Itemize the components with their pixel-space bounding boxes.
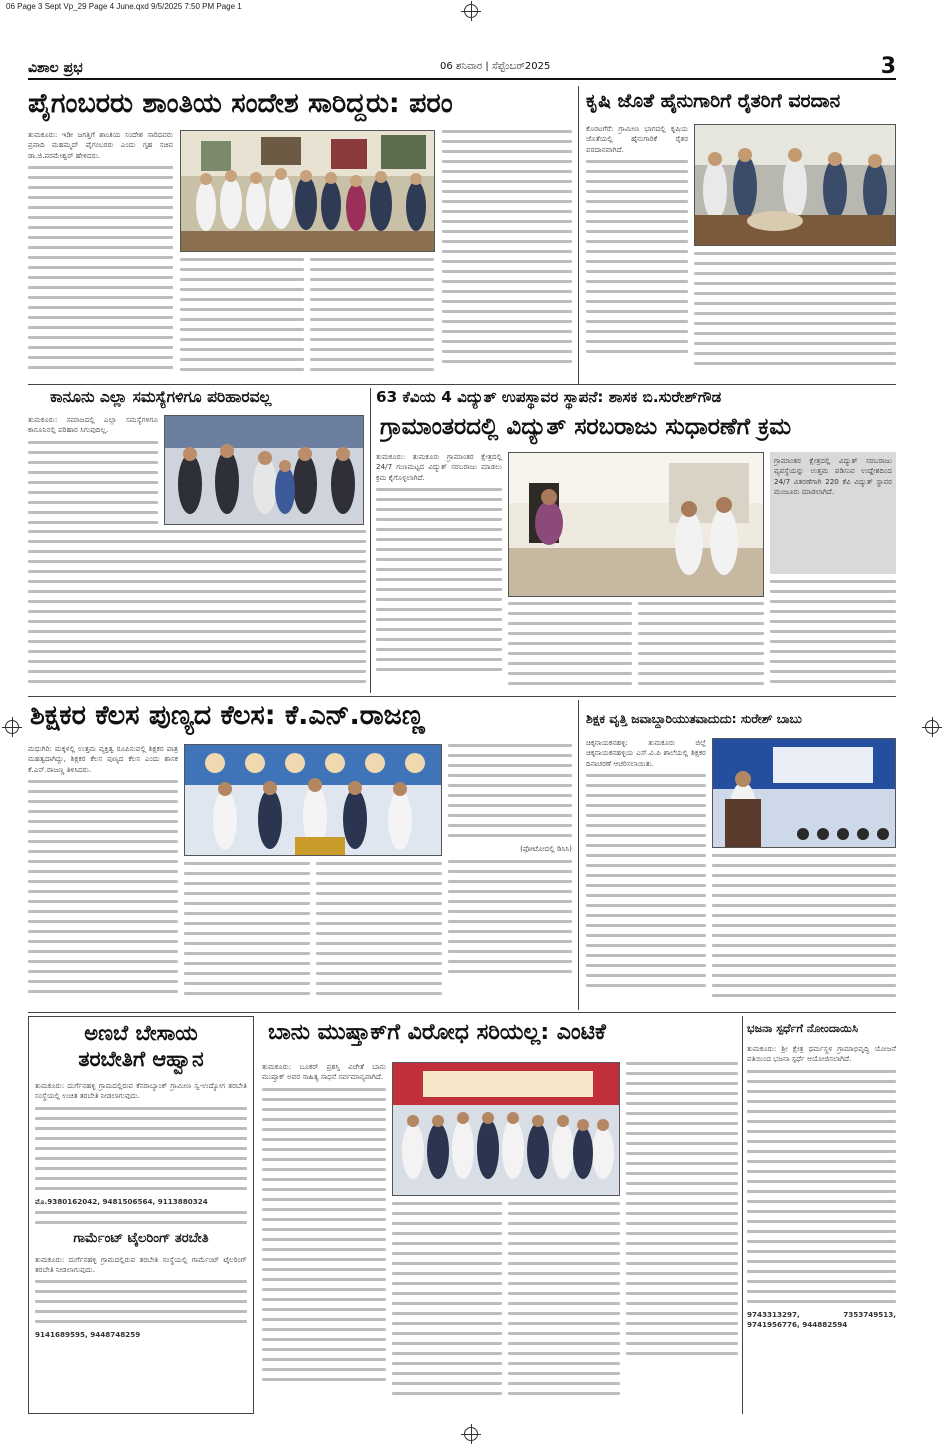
box-bhajana <box>742 1016 896 1414</box>
article-banu-col1 <box>262 1062 386 1412</box>
article-teacher-col1 <box>28 744 178 1006</box>
headline-bhajana: ಭಜನಾ ಸ್ಪರ್ಧೆಗೆ ನೋಂದಾಯಿಸಿ <box>747 1022 859 1035</box>
contact-phones-2: 9141689595, 9448748259 <box>35 1330 141 1340</box>
headline-training-2: ತರಬೇತಿಗೆ ಆಹ್ವಾನ <box>78 1047 204 1071</box>
headline-banu: ಬಾನು ಮುಷ್ತಾಕ್‌ಗೆ ವಿರೋಧ ಸರಿಯಲ್ಲ: ಎಂಟಿಕೆ <box>268 1020 606 1045</box>
registration-mark-icon <box>464 4 478 18</box>
article-power-col2 <box>508 602 632 692</box>
row-divider <box>28 384 896 385</box>
row-divider <box>28 1012 896 1013</box>
headline-training-1: ಅಣಬೆ ಬೇಸಾಯ <box>84 1021 198 1045</box>
column-rule <box>578 86 579 384</box>
article-banu-col2 <box>392 1202 502 1412</box>
article-lead: ತುಮಕೂರು: ಇಡೀ ಜಗತ್ತಿಗೆ ಶಾಂತಿಯ ಸಂದೇಶ ಸಾರಿದವರು ಪ್ರವಾದಿ ಮಹಮ್ಮದ್ ಪೈಗಂಬರರು ಎಂದು ಗೃಹ ಸಚಿವ ಡಾ.ಜಿ.ಪರಮೇಶ್ವರ್ ಹೇಳಿದರು. <box>28 130 173 160</box>
headline-suresh: ಶಿಕ್ಷಕ ವೃತ್ತಿ ಜವಾಬ್ದಾರಿಯುತವಾದುದು: ಸುರೇಶ್ ಬಾಬು <box>586 712 802 726</box>
photo-banu-event <box>392 1062 620 1196</box>
headline-kanoonu: ಕಾನೂನು ಎಲ್ಲಾ ಸಮಸ್ಯೆಗಳಿಗೂ ಪರಿಹಾರವಲ್ಲ <box>50 388 272 406</box>
column-rule <box>370 388 371 693</box>
photo-prophet-event <box>180 130 435 252</box>
article-suresh-col1 <box>586 738 706 1006</box>
article-kanoonu-body <box>28 530 366 690</box>
print-slug: 06 Page 3 Sept Vp_29 Page 4 June.qxd 9/5/2025 7:50 PM Page 1 <box>6 2 242 11</box>
photo-teacher-event <box>184 744 442 856</box>
article-lead: ಕೊರಟಗೆರೆ: ಗ್ರಾಮೀಣ ಭಾಗದಲ್ಲಿ ಕೃಷಿಯ ಜೊತೆಯಲ್ಲಿ ಹೈನುಗಾರಿಕೆ ರೈತರ ವರದಾನವಾಗಿದೆ. <box>586 124 688 154</box>
article-prophet-col3 <box>310 258 434 380</box>
headline-krishi: ಕೃಷಿ ಜೊತೆ ಹೈನುಗಾರಿಗೆ ರೈತರಿಗೆ ವರದಾನ <box>586 90 841 112</box>
article-teacher-col3 <box>316 862 442 1006</box>
subhead-tailoring: ಗಾರ್ಮೆಂಟ್ ಟೈಲರಿಂಗ್ ತರಬೇತಿ <box>73 1230 209 1246</box>
article-krishi-col1 <box>586 124 688 379</box>
article-banu-col3 <box>508 1202 620 1412</box>
article-lead: ತುಮಕೂರು: ಸಮಾಜದಲ್ಲಿ ಎಲ್ಲಾ ಸಮಸ್ಯೆಗಳಿಗೂ ಕಾನೂನಿನಲ್ಲಿ ಪರಿಹಾರ ಸಿಗುವುದಿಲ್ಲ. <box>28 415 158 435</box>
article-lead-2: ತುಮಕೂರು: ದುರ್ಗೆನಹಳ್ಳಿ ಗ್ರಾಮದಲ್ಲಿರುವ ತರಬೇತಿ ಸಂಸ್ಥೆಯಲ್ಲಿ ಗಾರ್ಮೆಂಟ್ ಟೈಲರಿಂಗ್ ತರಬೇತಿ ನೀಡಲಾಗುವುದು. <box>35 1254 247 1275</box>
contact-phones: 9743313297, 7353749513, 9741956776, 944882594 <box>747 1309 896 1329</box>
article-lead: ತುಮಕೂರು: ದುರ್ಗೆನಹಳ್ಳಿ ಗ್ರಾಮದಲ್ಲಿರುವ ಕೆನರಾಬ್ಯಾಂಕ್ ಗ್ರಾಮೀಣ ಸ್ವ-ಉದ್ಯೋಗ ತರಬೇತಿ ಸಂಸ್ಥೆಯಲ್ಲಿ ಉಚಿತ ತರಬೇತಿ ನೀಡಲಾಗುವುದು. <box>35 1081 247 1101</box>
photo-suresh-event <box>712 738 896 848</box>
contact-phones: ಮೊ.9380162042, 9481506564, 9113880324 <box>35 1196 208 1206</box>
article-suresh-col2 <box>712 854 896 1006</box>
article-prophet-col4 <box>442 130 572 380</box>
article-teacher-col4 <box>448 744 572 1006</box>
article-lead: ತುಮಕೂರು: ತುಮಕೂರು ಗ್ರಾಮಾಂತರ ಕ್ಷೇತ್ರದಲ್ಲಿ 24/7 ಗುಣಮಟ್ಟದ ವಿದ್ಯುತ್ ಸರಬರಾಜು ಮಾಡಲು ಕ್ರಮ ಕೈಗೊಳ್ಳಲಾಗಿದೆ. <box>376 452 502 482</box>
box-training <box>28 1016 254 1414</box>
article-kanoonu-col1 <box>28 415 158 527</box>
photo-power-meeting <box>508 452 764 597</box>
page-number: 3 <box>880 54 896 79</box>
photo-kanoonu-event <box>164 415 364 525</box>
photo-credit: (ಫೋಟೋದಲ್ಲಿ ಡಿಸಿಸಿ) <box>520 844 572 853</box>
registration-mark-icon <box>464 1427 478 1441</box>
masthead <box>28 54 896 80</box>
article-power-col3 <box>638 602 764 692</box>
article-prophet-col1 <box>28 130 173 380</box>
article-lead: ಮಧುಗಿರಿ: ಮಕ್ಕಳಲ್ಲಿ ಉತ್ತಮ ವ್ಯಕ್ತಿತ್ವ ರೂಪಿಸುವಲ್ಲಿ ಶಿಕ್ಷಕರ ಪಾತ್ರ ಮಹತ್ವದಾಗಿದ್ದು, ಶಿಕ್ಷಕರ ಕೆಲಸ ಪುಣ್ಯದ ಕೆಲಸ ಎಂದು ಶಾಸಕ ಕೆ.ಎನ್.ರಾಜಣ್ಣ ತಿಳಿಸಿದರು. <box>28 744 178 774</box>
sidebar-text: ಗ್ರಾಮಾಂತರ ಕ್ಷೇತ್ರದಲ್ಲಿ ವಿದ್ಯುತ್ ಸರಬರಾಜು ವ್ಯವಸ್ಥೆಯನ್ನು ಉತ್ತಮ ಪಡಿಸುವ ಉದ್ದೇಶದಿಂದ 24/7 ವಿತರಣೆಗಾಗಿ 220 ಕೆವಿ ವಿದ್ಯುತ್ ಸ್ಥಾವರ ಮಂಜೂರು ಮಾಡಲಾಗಿದೆ. <box>774 456 892 496</box>
dateline: 06 ಶನಿವಾರ | ಸೆಪ್ಟೆಂಬರ್2025 <box>440 61 551 72</box>
article-banu-col4 <box>626 1062 738 1412</box>
registration-mark-icon <box>5 720 19 734</box>
photo-krishi-event <box>694 124 896 246</box>
registration-mark-icon <box>925 720 939 734</box>
headline-teacher: ಶಿಕ್ಷಕರ ಕೆಲಸ ಪುಣ್ಯದ ಕೆಲಸ: ಕೆ.ಎನ್.ರಾಜಣ್ಣ <box>30 700 425 731</box>
kicker-power: 63 ಕೆವಿಯ 4 ವಿದ್ಯುತ್ ಉಪಸ್ಥಾವರ ಸ್ಥಾಪನೆ: ಶಾಸಕ ಬಿ.ಸುರೇಶ್‌ಗೌಡ <box>376 388 722 406</box>
article-prophet-col2 <box>180 258 304 380</box>
headline-power: ಗ್ರಾಮಾಂತರದಲ್ಲಿ ವಿದ್ಯುತ್ ಸರಬರಾಜು ಸುಧಾರಣೆಗೆ ಕ್ರಮ <box>380 414 792 440</box>
article-lead: ತುಮಕೂರು: ಬೂಕರ್ ಪ್ರಶಸ್ತಿ ವಿಜೇತೆ ಬಾನು ಮುಷ್ತಾಕ್ ಅವರ ಸಾಹಿತ್ಯ ಸಾಧನೆ ಸರ್ವಮಾನ್ಯವಾಗಿದೆ. <box>262 1062 386 1082</box>
column-rule <box>578 700 579 1010</box>
row-divider <box>28 696 896 697</box>
headline-prophet: ಪೈಗಂಬರರು ಶಾಂತಿಯ ಸಂದೇಶ ಸಾರಿದ್ದರು: ಪರಂ <box>28 88 453 119</box>
article-teacher-col2 <box>184 862 310 1006</box>
article-krishi-col2 <box>694 252 896 380</box>
article-power-col1 <box>376 452 502 692</box>
article-lead: ಚಿಕ್ಕನಾಯಕನಹಳ್ಳಿ: ತುಮಕೂರು ಜಿಲ್ಲೆ ಚಿಕ್ಕನಾಯಕನಹಳ್ಳಿಯ ಎಸ್.ವಿ.ಪಿ ಶಾಲೆಯಲ್ಲಿ ಶಿಕ್ಷಕರ ದಿನಾಚರಣೆ ಆಚರಿಸಲಾಯಿತು. <box>586 738 706 768</box>
brand-name: ವಿಶಾಲ ಪ್ರಭ <box>28 60 83 76</box>
article-lead: ತುಮಕೂರು: ಶ್ರೀ ಕ್ಷೇತ್ರ ಧರ್ಮಸ್ಥಳ ಗ್ರಾಮಾಭಿವೃದ್ಧಿ ಯೋಜನೆ ವತಿಯಿಂದ ಭಜನಾ ಸ್ಪರ್ಧೆ ಆಯೋಜಿಸಲಾಗಿದೆ. <box>747 1044 896 1064</box>
sidebar-power-box <box>770 452 896 574</box>
article-power-col4 <box>770 580 896 692</box>
